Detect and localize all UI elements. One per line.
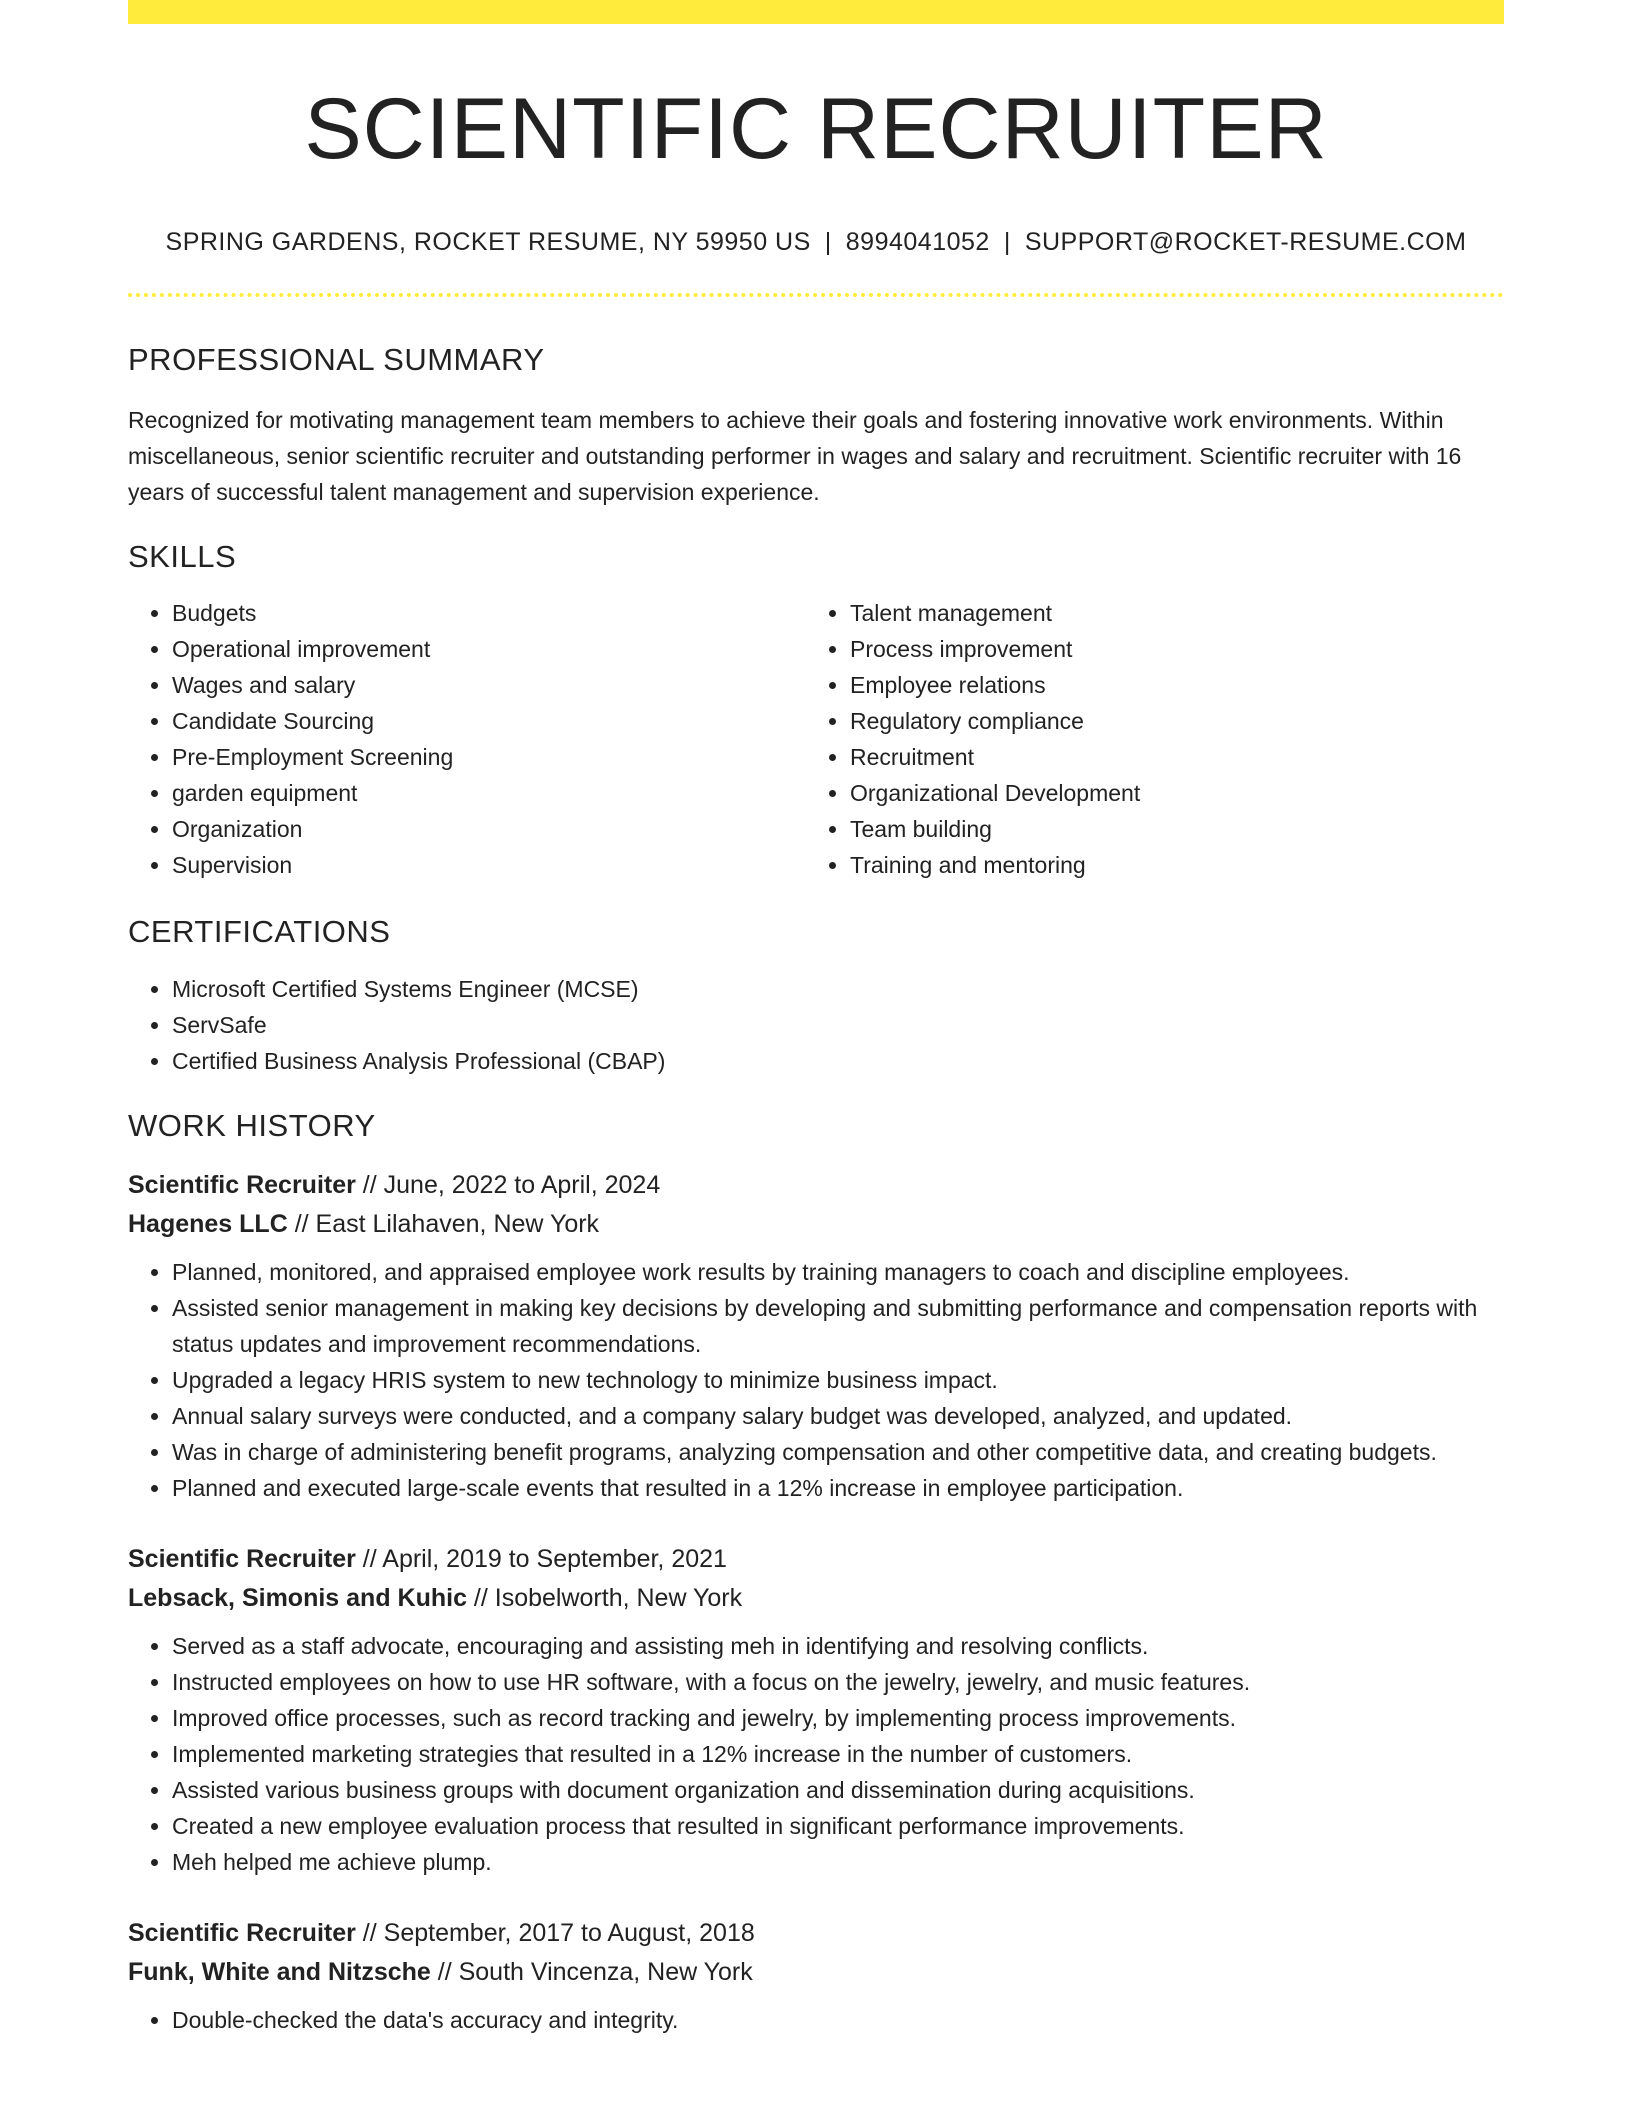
- skills-list-right: [806, 595, 1484, 883]
- summary-text: Recognized for motivating management team members to achieve their goals and fostering innovative work environments. Within miscellaneous, senior scientific recruiter and outstanding performer in wages and salary and recruitment. Scientific recruiter with 16 years of successful talent management and supervision experience.: [128, 407, 1462, 506]
- job-dates: // September, 2017 to August, 2018: [355, 1918, 755, 1947]
- contact-line: [128, 228, 1504, 257]
- job-bullet: • Was in charge of administering benefit programs, analyzing compensation and other competitive data, and creating budgets.: [172, 1434, 1504, 1470]
- top-accent-bar: [128, 0, 1504, 24]
- job-role-line: [128, 1540, 1504, 1579]
- job-location: // East Lilahaven, New York: [287, 1209, 600, 1238]
- resume-page: [128, 0, 1504, 2038]
- dotted-divider: [128, 293, 1504, 297]
- job-location: // South Vincenza, New York: [430, 1957, 753, 1986]
- skill-item: • Operational improvement: [172, 631, 806, 667]
- job-bullet: • Served as a staff advocate, encouraging and assisting meh in identifying and resolving conflicts.: [172, 1628, 1504, 1664]
- contact-address: SPRING GARDENS, ROCKET RESUME, NY 59950 US: [165, 228, 811, 256]
- work-history-heading: WORK HISTORY: [128, 1107, 376, 1143]
- job-role: Scientific Recruiter: [128, 1544, 356, 1573]
- skill-item: • Candidate Sourcing: [172, 703, 806, 739]
- skill-item: • Supervision: [172, 847, 806, 883]
- certifications-heading: CERTIFICATIONS: [128, 914, 391, 950]
- job-bullet: • Assisted various business groups with document organization and dissemination during acquisitions.: [172, 1772, 1504, 1808]
- contact-email: SUPPORT@ROCKET-RESUME.COM: [1024, 228, 1467, 256]
- job-company: Lebsack, Simonis and Kuhic: [128, 1583, 467, 1612]
- skill-item: • Wages and salary: [172, 667, 806, 703]
- skill-item: • Talent management: [850, 595, 1484, 631]
- certifications-list: [128, 971, 1504, 1079]
- skills-column-right: [806, 595, 1484, 883]
- job-entry: [128, 1540, 1504, 1880]
- contact-separator: |: [824, 228, 832, 256]
- job-company-line: [128, 1205, 1504, 1244]
- job-role-line: [128, 1914, 1504, 1953]
- contact-phone: 8994041052: [845, 228, 990, 256]
- skill-item: • Training and mentoring: [850, 847, 1484, 883]
- candidate-name: SCIENTIFIC RECRUITER: [304, 81, 1328, 177]
- job-dates: // June, 2022 to April, 2024: [355, 1170, 661, 1199]
- skill-item: • Organization: [172, 811, 806, 847]
- skill-item: • Organizational Development: [850, 775, 1484, 811]
- job-bullets: [128, 1628, 1504, 1880]
- job-bullet: • Upgraded a legacy HRIS system to new technology to minimize business impact.: [172, 1362, 1504, 1398]
- job-role-line: [128, 1166, 1504, 1205]
- certification-item: • Microsoft Certified Systems Engineer (MCSE): [172, 971, 1504, 1007]
- skill-item: • Budgets: [172, 595, 806, 631]
- certification-item: • ServSafe: [172, 1007, 1504, 1043]
- certification-item: • Certified Business Analysis Professional (CBAP): [172, 1043, 1504, 1079]
- job-company: Hagenes LLC: [128, 1209, 288, 1238]
- job-company-line: [128, 1579, 1504, 1618]
- job-bullet: • Double-checked the data's accuracy and integrity.: [172, 2002, 1504, 2038]
- skills-heading: SKILLS: [128, 539, 237, 575]
- job-bullet: • Improved office processes, such as record tracking and jewelry, by implementing process improvements.: [172, 1700, 1504, 1736]
- job-dates: // April, 2019 to September, 2021: [355, 1544, 727, 1573]
- skills-list-left: [128, 595, 806, 883]
- job-bullet: • Instructed employees on how to use HR software, with a focus on the jewelry, jewelry, and music features.: [172, 1664, 1504, 1700]
- job-company-line: [128, 1953, 1504, 1992]
- skills-column-left: [128, 595, 806, 883]
- summary-heading: PROFESSIONAL SUMMARY: [128, 342, 545, 377]
- job-company: Funk, White and Nitzsche: [128, 1957, 431, 1986]
- skill-item: • Regulatory compliance: [850, 703, 1484, 739]
- job-entry: [128, 1914, 1504, 2038]
- skill-item: • Pre-Employment Screening: [172, 739, 806, 775]
- skill-item: • Recruitment: [850, 739, 1484, 775]
- job-bullet: • Annual salary surveys were conducted, and a company salary budget was developed, analyzed, and updated.: [172, 1398, 1504, 1434]
- job-bullets: [128, 1254, 1504, 1506]
- job-role: Scientific Recruiter: [128, 1918, 356, 1947]
- job-bullet: • Assisted senior management in making key decisions by developing and submitting performance and compensation reports with status updates and improvement recommendations.: [172, 1290, 1504, 1362]
- skill-item: • garden equipment: [172, 775, 806, 811]
- job-bullet: • Planned, monitored, and appraised employee work results by training managers to coach and discipline employees.: [172, 1254, 1504, 1290]
- job-entry: [128, 1166, 1504, 1506]
- job-bullet: • Implemented marketing strategies that resulted in a 12% increase in the number of customers.: [172, 1736, 1504, 1772]
- job-bullet: • Created a new employee evaluation process that resulted in significant performance improvements.: [172, 1808, 1504, 1844]
- job-bullet: • Meh helped me achieve plump.: [172, 1844, 1504, 1880]
- contact-separator: |: [1003, 228, 1011, 256]
- job-bullet: • Planned and executed large-scale events that resulted in a 12% increase in employee participation.: [172, 1470, 1504, 1506]
- skill-item: • Employee relations: [850, 667, 1484, 703]
- skill-item: • Process improvement: [850, 631, 1484, 667]
- job-role: Scientific Recruiter: [128, 1170, 356, 1199]
- job-location: // Isobelworth, New York: [466, 1583, 743, 1612]
- skills-grid: [128, 595, 1504, 883]
- job-bullets: [128, 2002, 1504, 2038]
- skill-item: • Team building: [850, 811, 1484, 847]
